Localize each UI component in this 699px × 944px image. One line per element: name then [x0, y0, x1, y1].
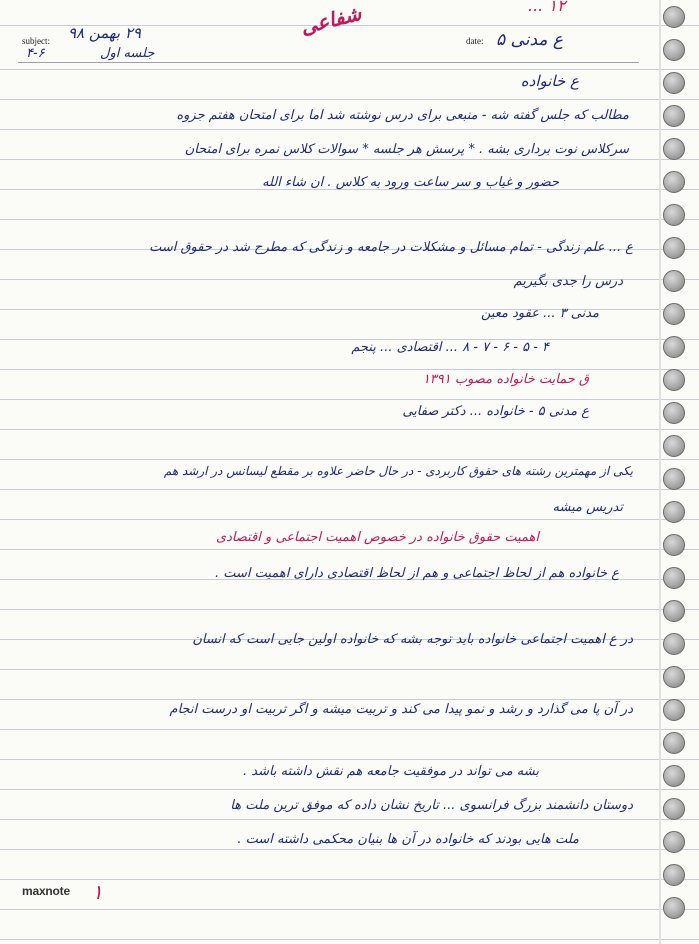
date-value: ع مدنی ۵ — [496, 30, 564, 50]
ring-icon — [663, 336, 685, 358]
ring-icon — [663, 204, 685, 226]
note-line-10: ع مدنی ۵ - خانواده ... دکتر صفایی — [402, 404, 589, 419]
note-line-14: ع خانواده هم از لحاظ اجتماعی و هم از لحاظ اقتصادی دارای اهمیت است . — [214, 566, 619, 581]
subject-line2: جلسه اول — [100, 46, 155, 61]
page-number: ۱ — [92, 880, 103, 904]
ring-icon — [663, 567, 685, 589]
note-line-17: بشه می تواند در موفقیت جامعه هم نقش داشته باشد . — [242, 764, 539, 779]
ring-icon — [663, 534, 685, 556]
subject-label: subject: — [22, 36, 50, 46]
note-line-12: تدریس میشه — [552, 500, 623, 515]
ring-icon — [663, 468, 685, 490]
ring-icon — [663, 39, 685, 61]
ring-icon — [663, 666, 685, 688]
ring-icon — [663, 303, 685, 325]
ring-icon — [663, 798, 685, 820]
ring-icon — [663, 864, 685, 886]
ring-icon — [663, 765, 685, 787]
ring-icon — [663, 270, 685, 292]
note-line-6: درس را جدی بگیریم — [513, 274, 623, 289]
subject-line1: ۲۹ بهمن ۹۸ — [68, 24, 141, 42]
ring-icon — [663, 501, 685, 523]
note-line-1: ع خانواده — [520, 72, 579, 90]
note-line-19: ملت هایی بودند که خانواده در آن ها بنیان محکمی داشته است . — [237, 832, 579, 847]
ring-icon — [663, 435, 685, 457]
note-line-3: سرکلاس نوت برداری بشه . * پرسش هر جلسه * سوالات کلاس نمره برای امتحان — [184, 142, 629, 157]
ring-icon — [663, 138, 685, 160]
note-line-18: دوستان دانشمند بزرگ فرانسوی ... تاریخ نشان داده که موفق ترین ملت ها — [230, 798, 633, 813]
note-line-2: مطالب که جلس گفته شه - منبعی برای درس نوشته شد اما برای امتحان هفتم جزوه — [176, 108, 629, 123]
ring-icon — [663, 237, 685, 259]
ring-icon — [663, 171, 685, 193]
ring-icon — [663, 633, 685, 655]
note-line-11: یکی از مهمترین رشته های حقوق کاربردی - در حال حاضر علاوه بر مقطع لیسانس در ارشد هم — [163, 464, 633, 478]
note-line-8: ۴ - ۵ - ۶ - ۷ - ۸ ... اقتصادی ... پنجم — [351, 340, 549, 355]
note-line-13: اهمیت حقوق خانواده در خصوص اهمیت اجتماعی و اقتصادی — [215, 530, 539, 545]
date-label: date: — [466, 36, 484, 46]
ring-icon — [663, 897, 685, 919]
ring-icon — [663, 105, 685, 127]
red-note: شفاعی — [298, 0, 364, 40]
note-line-16: در آن پا می گذارد و رشد و نمو پیدا می کند و تربیت میشه و اگر تربیت او درست انجام — [169, 702, 633, 717]
note-line-5: ع ... علم زندگی - تمام مسائل و مشکلات در جامعه و زندگی که مطرح شد در حقوق است — [149, 240, 633, 255]
note-line-7: مدنی ۳ ... عقود معین — [480, 306, 599, 321]
subject-code: ۴-۶ — [26, 46, 45, 61]
ring-icon — [663, 600, 685, 622]
ring-icon — [663, 369, 685, 391]
top-scribble: ۱۲ ... — [528, 0, 566, 15]
ring-icon — [663, 6, 685, 28]
spiral-binding — [657, 0, 693, 944]
ring-icon — [663, 732, 685, 754]
ring-icon — [663, 402, 685, 424]
note-line-4: حضور و غیاب و سر ساعت ورود به کلاس . ان شاء الله — [262, 175, 559, 190]
note-line-15: در ع اهمیت اجتماعی خانواده باید توجه بشه که خانواده اولین جایی است که انسان — [192, 632, 633, 647]
ring-icon — [663, 72, 685, 94]
ring-icon — [663, 699, 685, 721]
ring-icon — [663, 831, 685, 853]
brand-logo: maxnote — [22, 884, 70, 898]
note-line-9: ق حمایت خانواده مصوب ۱۳۹۱ — [422, 372, 589, 387]
header-rule — [18, 62, 639, 63]
